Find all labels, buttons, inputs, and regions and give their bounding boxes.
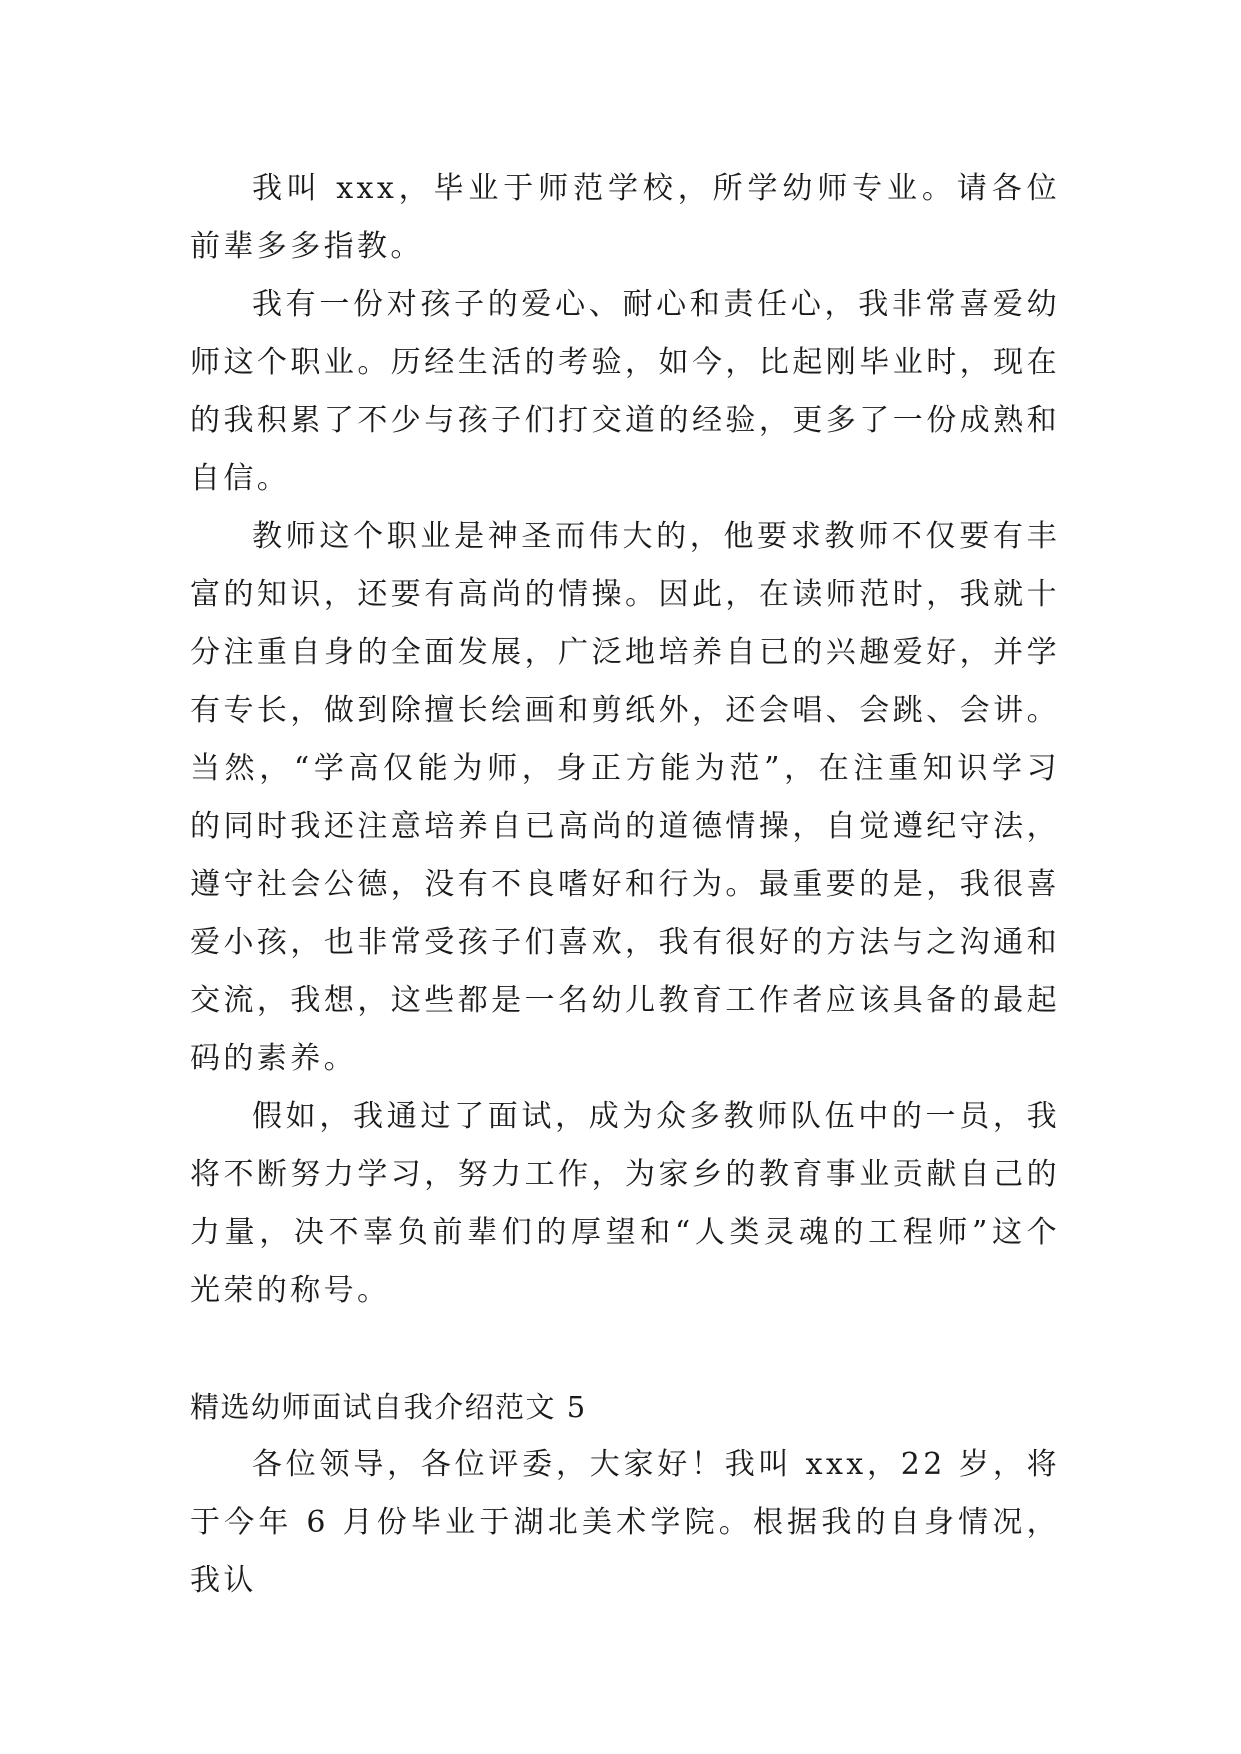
document-body	[190, 160, 1060, 1610]
paragraph-intro: 我叫 xxx，毕业于师范学校，所学幼师专业。请各位前辈多多指教。	[190, 171, 1060, 264]
paragraph-greeting: 各位领导，各位评委，大家好！我叫 xxx，22 岁，将于今年 6 月份毕业于湖北美术学院。根据我的自身情况，我认	[190, 1447, 1060, 1598]
paragraph-commitment: 假如，我通过了面试，成为众多教师队伍中的一员，我将不断努力学习，努力工作，为家乡的教育事业贡献自己的力量，决不辜负前辈们的厚望和“人类灵魂的工程师”这个光荣的称号。	[190, 1099, 1060, 1308]
section-heading: 精选幼师面试自我介绍范文 5	[190, 1390, 587, 1424]
paragraph-teacher-profession: 教师这个职业是神圣而伟大的，他要求教师不仅要有丰富的知识，还要有高尚的情操。因此，在读师范时，我就十分注重自身的全面发展，广泛地培养自已的兴趣爱好，并学有专长，做到除擅长绘画和剪纸外，还会唱、会跳、会讲。当然，“学高仅能为师，身正方能为范”，在注重知识学习的同时我还注意培养自已高尚的道德情操，自觉遵纪守法，遵守社会公德，没有不良嗜好和行为。最重要的是，我很喜爱小孩，也非常受孩子们喜欢，我有很好的方法与之沟通和交流，我想，这些都是一名幼儿教育工作者应该具备的最起码的素养。	[190, 519, 1060, 1076]
paragraph-love-for-children: 我有一份对孩子的爱心、耐心和责任心，我非常喜爱幼师这个职业。历经生活的考验，如今，比起刚毕业时，现在的我积累了不少与孩子们打交道的经验，更多了一份成熟和自信。	[190, 287, 1060, 496]
